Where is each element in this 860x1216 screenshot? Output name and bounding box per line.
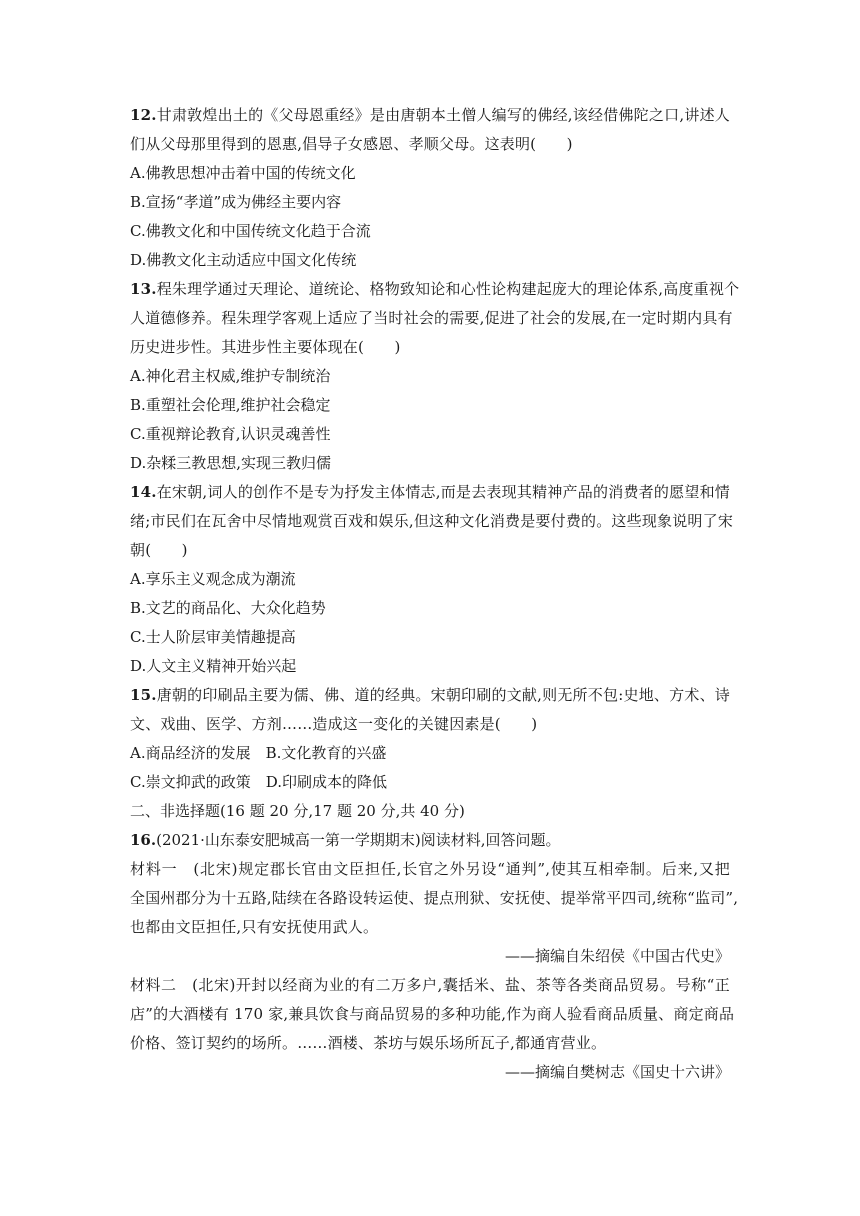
question-13-option-b[interactable]: B.重塑社会伦理,维护社会稳定: [130, 396, 331, 414]
question-14: [130, 478, 734, 681]
material-1-source: ——摘编自朱绍侯《中国古代史》: [504, 947, 730, 965]
question-12-option-c[interactable]: C.佛教文化和中国传统文化趋于合流: [130, 222, 371, 240]
document-page: [130, 101, 740, 1087]
question-12-option-d[interactable]: D.佛教文化主动适应中国文化传统: [130, 251, 357, 269]
question-13-stem-line-3: 历史进步性。其进步性主要体现在( ): [130, 338, 401, 356]
question-14-option-b[interactable]: B.文艺的商品化、大众化趋势: [130, 599, 326, 617]
question-13-option-d[interactable]: D.杂糅三教思想,实现三教归儒: [130, 454, 332, 472]
question-13-option-a[interactable]: A.神化君主权威,维护专制统治: [130, 367, 331, 385]
question-14-stem-line-1: 14.在宋朝,词人的创作不是专为抒发主体情志,而是去表现其精神产品的消费者的愿望和情: [130, 483, 730, 501]
material-2-source: ——摘编自樊树志《国史十六讲》: [504, 1063, 730, 1081]
question-15-options-row-1[interactable]: A.商品经济的发展 B.文化教育的兴盛: [130, 744, 387, 762]
question-15-options-row-2[interactable]: C.崇文抑武的政策 D.印刷成本的降低: [130, 773, 387, 791]
question-13-stem-line-2: 人道德修养。程朱理学客观上适应了当时社会的需要,促进了社会的发展,在一定时期内具有: [130, 309, 733, 327]
material-2-line-3: 价格、签订契约的场所。……酒楼、茶坊与娱乐场所瓦子,都通宵营业。: [130, 1034, 607, 1052]
question-12-number: 12.: [130, 106, 157, 124]
section-2-heading: 二、非选择题(16 题 20 分,17 题 20 分,共 40 分): [130, 802, 465, 820]
material-1-line-2: 全国州郡分为十五路,陆续在各路设转运使、提点刑狱、安抚使、提举常平四司,统称“监司”,: [130, 889, 739, 907]
material-1-line-3: 也都由文臣担任,只有安抚使用武人。: [130, 918, 379, 936]
question-15: [130, 681, 730, 797]
question-14-option-a[interactable]: A.享乐主义观念成为潮流: [130, 570, 296, 588]
question-12-stem-line-2: 们从父母那里得到的恩惠,倡导子女感恩、孝顺父母。这表明( ): [130, 135, 573, 153]
question-14-stem-line-3: 朝( ): [130, 541, 188, 559]
question-14-option-d[interactable]: D.人文主义精神开始兴起: [130, 657, 297, 675]
question-14-number: 14.: [130, 483, 157, 501]
question-13: [130, 275, 740, 478]
question-12-stem-line-1: 12.甘肃敦煌出土的《父母恩重经》是由唐朝本土僧人编写的佛经,该经借佛陀之口,讲述人: [130, 106, 730, 124]
material-1-line-1: 材料一 (北宋)规定郡长官由文臣担任,长官之外另设“通判”,使其互相牵制。后来,又把: [130, 860, 730, 878]
question-14-stem-line-2: 绪;市民们在瓦舍中尽情地观赏百戏和娱乐,但这种文化消费是要付费的。这些现象说明了宋: [130, 512, 734, 530]
question-13-stem-line-1: 13.程朱理学通过天理论、道统论、格物致知论和心性论构建起庞大的理论体系,高度重视个: [130, 280, 740, 298]
question-15-stem-line-1: 15.唐朝的印刷品主要为儒、佛、道的经典。宋朝印刷的文献,则无所不包:史地、方术、诗: [130, 686, 730, 704]
question-16-number: 16.: [130, 831, 157, 849]
question-12-option-a[interactable]: A.佛教思想冲击着中国的传统文化: [130, 164, 356, 182]
question-13-number: 13.: [130, 280, 157, 298]
question-15-number: 15.: [130, 686, 157, 704]
question-15-stem-line-2: 文、戏曲、医学、方剂……造成这一变化的关键因素是( ): [130, 715, 538, 733]
question-12: [130, 101, 730, 275]
question-16-intro: 16.(2021·山东泰安肥城高一第一学期期末)阅读材料,回答问题。: [130, 831, 561, 849]
material-2-line-2: 店”的大酒楼有 170 家,兼具饮食与商品贸易的多种功能,作为商人验看商品质量、商定商品: [130, 1005, 735, 1023]
question-12-option-b[interactable]: B.宣扬“孝道”成为佛经主要内容: [130, 193, 342, 211]
question-14-option-c[interactable]: C.士人阶层审美情趣提高: [130, 628, 296, 646]
question-13-option-c[interactable]: C.重视辩论教育,认识灵魂善性: [130, 425, 331, 443]
question-16: [130, 826, 739, 1087]
material-2-line-1: 材料二 (北宋)开封以经商为业的有二万多户,囊括米、盐、茶等各类商品贸易。号称“正: [130, 976, 730, 994]
